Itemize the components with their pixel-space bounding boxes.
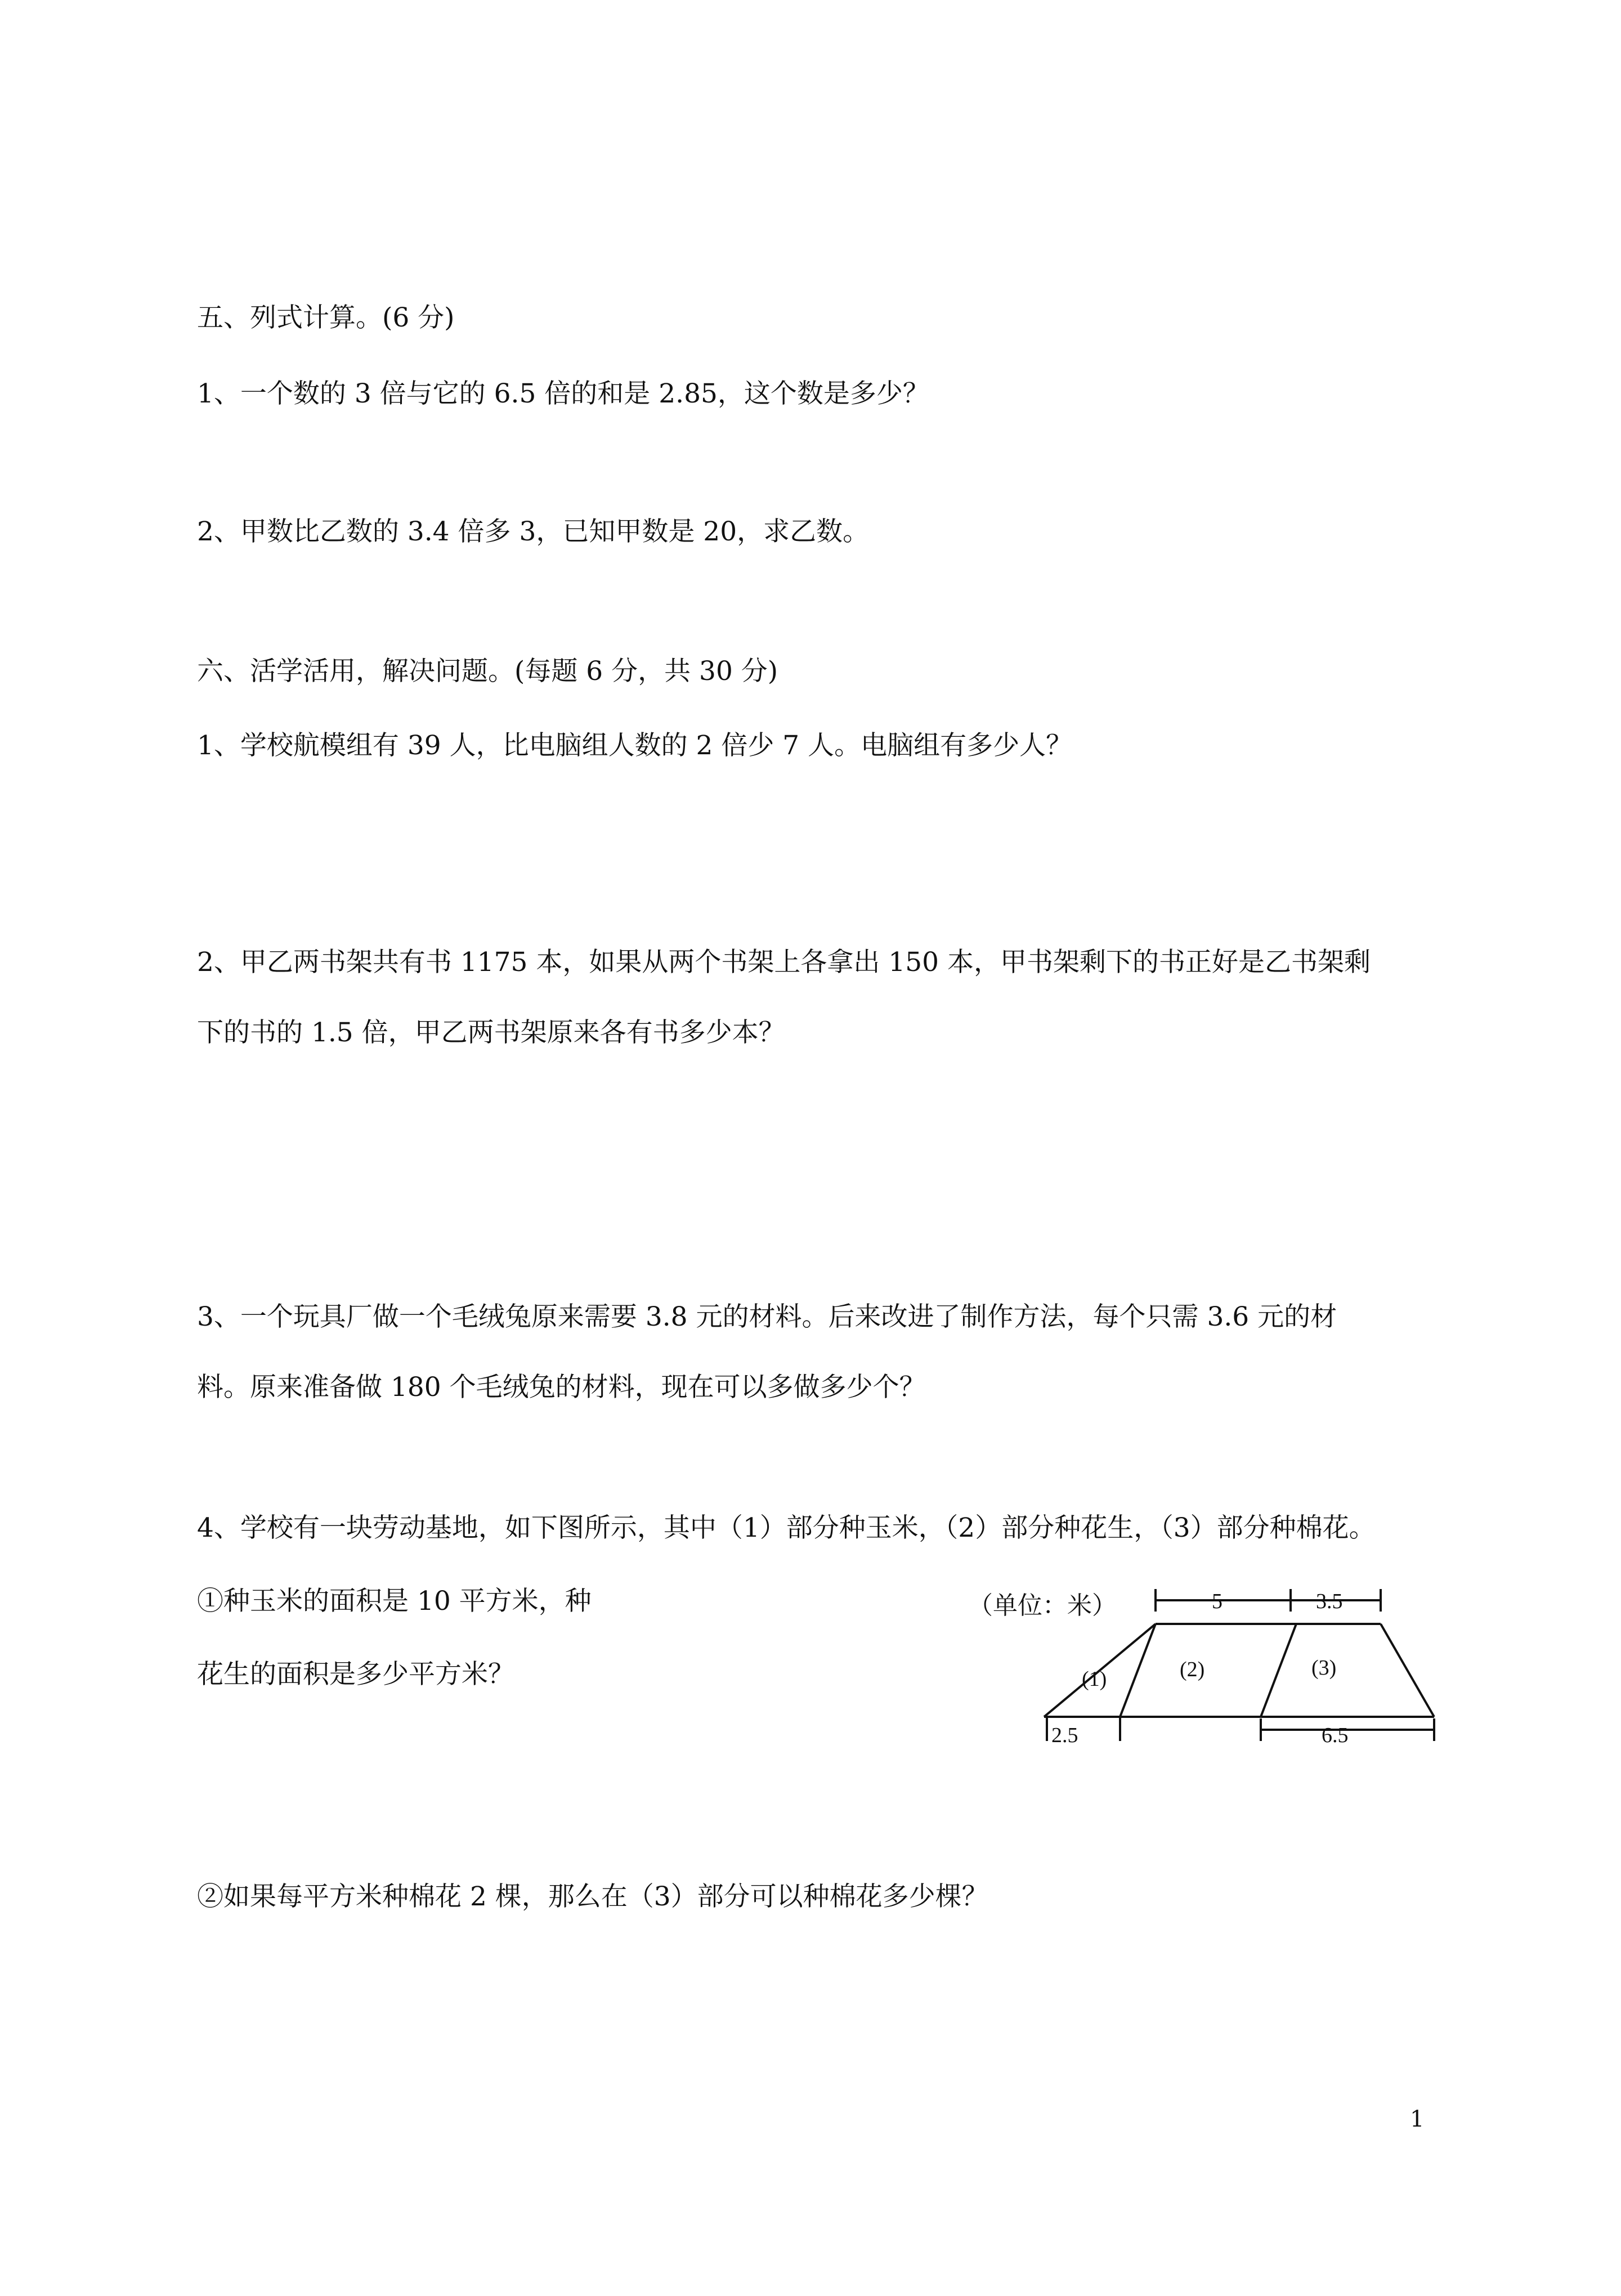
bottom-dimension-lines bbox=[1047, 1717, 1434, 1741]
section5-question-1: 1、一个数的 3 倍与它的 6.5 倍的和是 2.85，这个数是多少？ bbox=[197, 378, 929, 409]
top-left-length: 5 bbox=[1212, 1590, 1223, 1613]
section6-heading: 六、活学活用，解决问题。(每题 6 分，共 30 分) bbox=[197, 656, 778, 687]
page-number: 1 bbox=[1410, 2106, 1425, 2132]
section6-question-2-line-2: 下的书的 1.5 倍，甲乙两书架原来各有书多少本？ bbox=[197, 1017, 785, 1048]
top-right-length: 3.5 bbox=[1316, 1590, 1343, 1613]
section6-question-2-line-1: 2、甲乙两书架共有书 1175 本，如果从两个书架上各拿出 150 本，甲书架剩下的书正好是乙书架剩 bbox=[197, 947, 1371, 978]
bottom-left-length: 2.5 bbox=[1051, 1724, 1078, 1747]
section5-heading: 五、列式计算。(6 分) bbox=[197, 302, 455, 333]
section6-question-3-line-1: 3、一个玩具厂做一个毛绒兔原来需要 3.8 元的材料。后来改进了制作方法，每个只需 3.6 元的材 bbox=[197, 1301, 1337, 1332]
section6-question-4-part-2: ②如果每平方米种棉花 2 棵，那么在（3）部分可以种棉花多少棵？ bbox=[197, 1881, 988, 1912]
section6-question-4-intro: 4、学校有一块劳动基地，如下图所示，其中（1）部分种玉米，（2）部分种花生，（3）部分种棉花。 bbox=[197, 1512, 1376, 1543]
land-plot-diagram bbox=[968, 1579, 1447, 1748]
unit-label: （单位：米） bbox=[968, 1591, 1117, 1620]
section6-question-4-part-1-line-1: ①种玉米的面积是 10 平方米，种 bbox=[197, 1586, 592, 1617]
section5-question-2: 2、甲数比乙数的 3.4 倍多 3，已知甲数是 20，求乙数。 bbox=[197, 516, 870, 547]
region-1-label: (1) bbox=[1082, 1667, 1107, 1691]
region-2-label: (2) bbox=[1180, 1658, 1205, 1681]
bottom-right-length: 6.5 bbox=[1322, 1724, 1349, 1747]
section6-question-4-part-1-line-2: 花生的面积是多少平方米？ bbox=[197, 1659, 514, 1690]
region-3-label: (3) bbox=[1311, 1656, 1337, 1680]
top-dimension-line bbox=[1156, 1589, 1381, 1612]
section6-question-3-line-2: 料。原来准备做 180 个毛绒兔的材料，现在可以多做多少个？ bbox=[197, 1372, 926, 1403]
section6-question-1: 1、学校航模组有 39 人，比电脑组人数的 2 倍少 7 人。电脑组有多少人？ bbox=[197, 730, 1073, 761]
